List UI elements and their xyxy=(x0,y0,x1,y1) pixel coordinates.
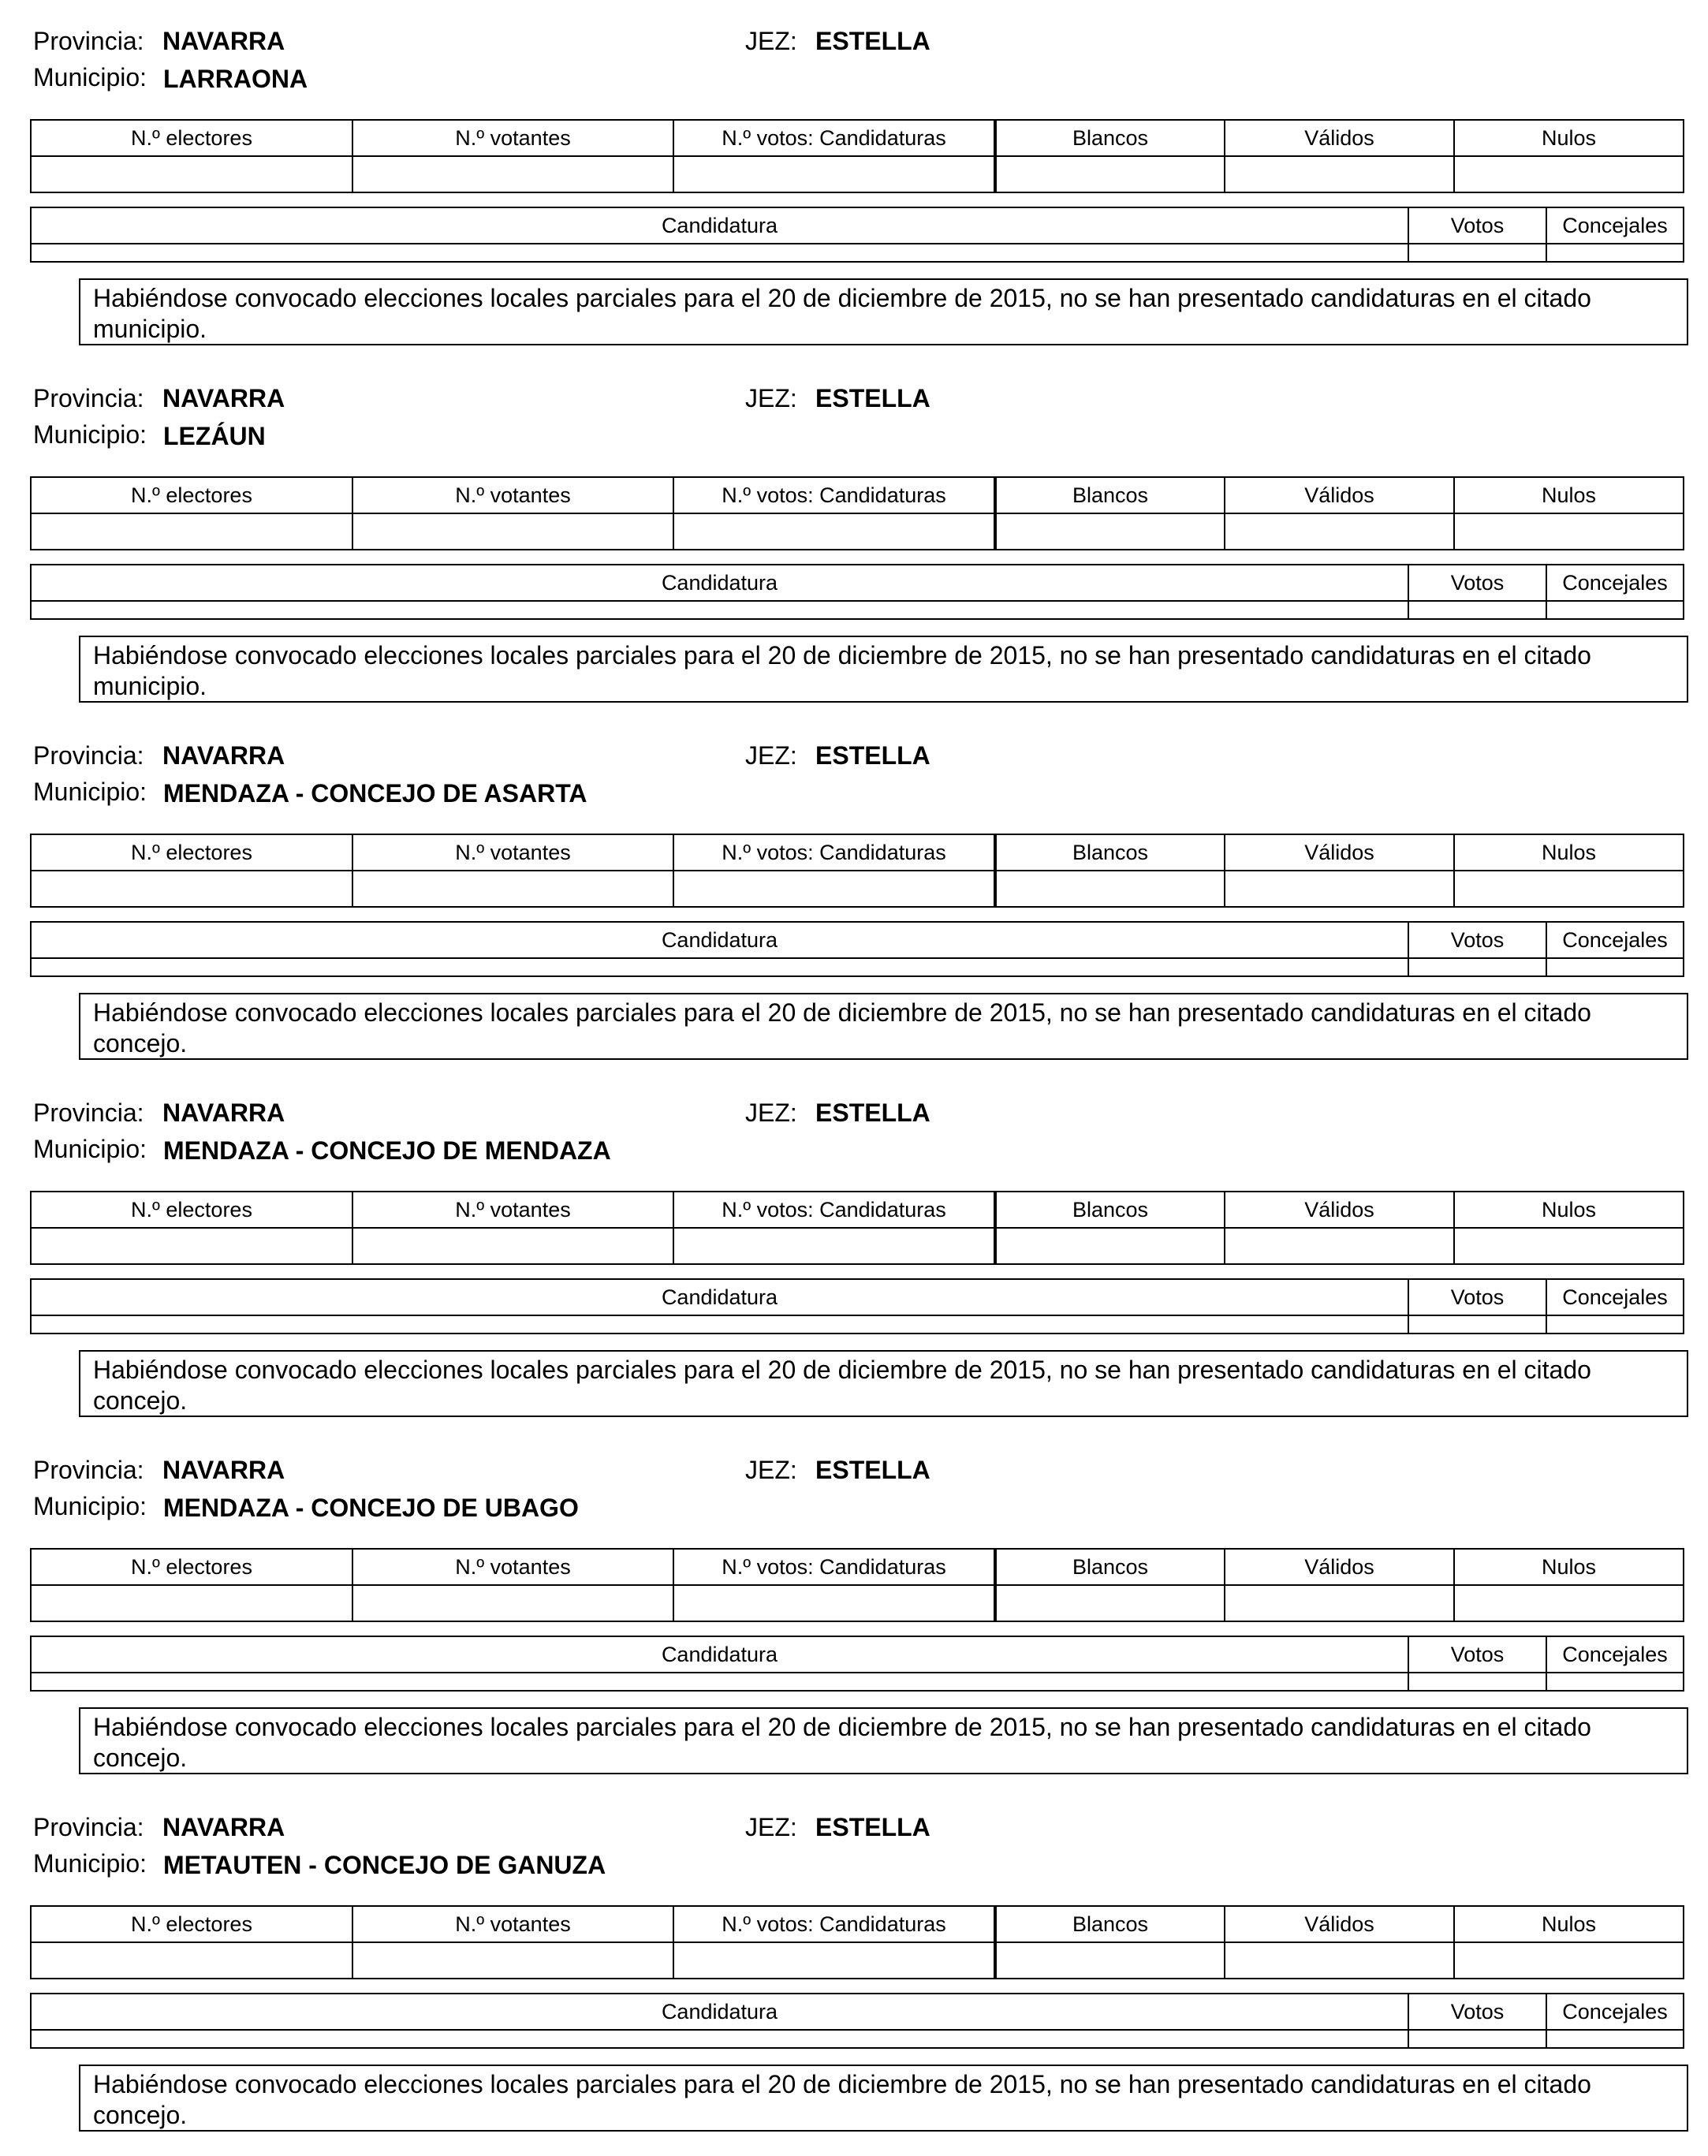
value-electores xyxy=(32,1229,352,1263)
no-candidaturas-note: Habiéndose convocado elecciones locales parciales para el 20 de diciembre de 2015, no se han presentado candidaturas en el citado municipio. xyxy=(79,636,1688,703)
header-votos-candidaturas: N.º votos: Candidaturas xyxy=(722,483,946,507)
header-electores: N.º electores xyxy=(131,1198,252,1222)
header-candidatura: Candidatura xyxy=(661,2000,778,2024)
header-validos: Válidos xyxy=(1304,841,1374,864)
header-nulos: Nulos xyxy=(1541,841,1597,864)
value-votos-candidaturas xyxy=(674,1943,994,1978)
header-electores: N.º electores xyxy=(131,126,252,150)
header-blancos: Blancos xyxy=(1072,483,1149,507)
candidatura-table xyxy=(30,564,1684,620)
municipio-label: Municipio: xyxy=(33,420,147,449)
header-validos: Válidos xyxy=(1304,1912,1374,1936)
provincia-value: NAVARRA xyxy=(162,1456,285,1484)
municipio-label: Municipio: xyxy=(33,778,147,806)
header-concejales: Concejales xyxy=(1562,928,1668,952)
municipality-section-6 xyxy=(0,1799,1708,2156)
header-electores: N.º electores xyxy=(131,841,252,864)
header-nulos: Nulos xyxy=(1541,483,1597,507)
header-votos-candidaturas: N.º votos: Candidaturas xyxy=(722,1912,946,1936)
value-electores xyxy=(32,1943,352,1978)
header-candidatura: Candidatura xyxy=(661,928,778,952)
header-votos: Votos xyxy=(1450,214,1505,237)
municipality-section-1 xyxy=(0,13,1708,370)
value-nulos xyxy=(1455,1586,1683,1621)
header-nulos: Nulos xyxy=(1541,1912,1597,1936)
header-blancos: Blancos xyxy=(1072,1912,1149,1936)
provincia-value: NAVARRA xyxy=(162,1813,285,1841)
jez-value: ESTELLA xyxy=(815,27,930,55)
jez-value: ESTELLA xyxy=(815,1456,930,1484)
candidatura-table xyxy=(30,207,1684,263)
jez-value: ESTELLA xyxy=(815,1099,930,1127)
jez-value: ESTELLA xyxy=(815,741,930,770)
candidatura-table xyxy=(30,1636,1684,1692)
municipio-value: LEZÁUN xyxy=(163,422,266,450)
header-blancos: Blancos xyxy=(1072,1555,1149,1579)
header-electores: N.º electores xyxy=(131,1555,252,1579)
provincia-value: NAVARRA xyxy=(162,384,285,412)
header-blancos: Blancos xyxy=(1072,841,1149,864)
municipio-value: MENDAZA - CONCEJO DE ASARTA xyxy=(163,779,587,808)
no-candidaturas-note: Habiéndose convocado elecciones locales parciales para el 20 de diciembre de 2015, no se han presentado candidaturas en el citado concejo. xyxy=(79,1350,1688,1417)
municipio-value: MENDAZA - CONCEJO DE UBAGO xyxy=(163,1494,579,1522)
header-nulos: Nulos xyxy=(1541,1198,1597,1222)
provincia-label: Provincia: xyxy=(33,1099,144,1127)
value-validos xyxy=(1225,157,1453,192)
no-candidaturas-note: Habiéndose convocado elecciones locales parciales para el 20 de diciembre de 2015, no se han presentado candidaturas en el citado municipio. xyxy=(79,278,1688,345)
jez-value: ESTELLA xyxy=(815,1813,930,1841)
value-votantes xyxy=(353,1229,673,1263)
provincia-label: Provincia: xyxy=(33,384,144,412)
header-candidatura: Candidatura xyxy=(661,1285,778,1309)
value-votantes xyxy=(353,157,673,192)
jez-value: ESTELLA xyxy=(815,384,930,412)
value-blancos xyxy=(997,157,1224,192)
municipality-section-3 xyxy=(0,727,1708,1084)
header-votantes: N.º votantes xyxy=(455,1198,571,1222)
header-candidatura: Candidatura xyxy=(661,571,778,595)
municipio-label: Municipio: xyxy=(33,1135,147,1163)
provincia-value: NAVARRA xyxy=(162,1099,285,1127)
header-votantes: N.º votantes xyxy=(455,126,571,150)
value-blancos xyxy=(997,1943,1224,1978)
header-candidatura: Candidatura xyxy=(661,1643,778,1666)
municipio-label: Municipio: xyxy=(33,63,147,91)
header-validos: Válidos xyxy=(1304,126,1374,150)
jez-label: JEZ: xyxy=(745,384,797,412)
header-votantes: N.º votantes xyxy=(455,1912,571,1936)
header-votantes: N.º votantes xyxy=(455,483,571,507)
value-validos xyxy=(1225,871,1453,906)
value-electores xyxy=(32,157,352,192)
header-validos: Válidos xyxy=(1304,1198,1374,1222)
candidatura-table xyxy=(30,1993,1684,2049)
municipio-value: METAUTEN - CONCEJO DE GANUZA xyxy=(163,1851,606,1879)
value-validos xyxy=(1225,1943,1453,1978)
municipality-section-5 xyxy=(0,1442,1708,1799)
value-votos-candidaturas xyxy=(674,1229,994,1263)
value-votantes xyxy=(353,1586,673,1621)
header-concejales: Concejales xyxy=(1562,2000,1668,2024)
jez-label: JEZ: xyxy=(745,1813,797,1841)
provincia-value: NAVARRA xyxy=(162,27,285,55)
value-validos xyxy=(1225,1229,1453,1263)
value-nulos xyxy=(1455,514,1683,549)
value-votos-candidaturas xyxy=(674,871,994,906)
municipio-label: Municipio: xyxy=(33,1492,147,1520)
results-table xyxy=(30,1191,1684,1265)
no-candidaturas-note: Habiéndose convocado elecciones locales parciales para el 20 de diciembre de 2015, no se han presentado candidaturas en el citado concejo. xyxy=(79,2065,1688,2132)
value-votantes xyxy=(353,871,673,906)
header-concejales: Concejales xyxy=(1562,1285,1668,1309)
results-table xyxy=(30,1548,1684,1622)
value-votantes xyxy=(353,1943,673,1978)
candidatura-table xyxy=(30,921,1684,977)
header-blancos: Blancos xyxy=(1072,126,1149,150)
value-nulos xyxy=(1455,1943,1683,1978)
header-votantes: N.º votantes xyxy=(455,841,571,864)
header-votos: Votos xyxy=(1450,1643,1505,1666)
value-validos xyxy=(1225,514,1453,549)
results-table xyxy=(30,476,1684,550)
provincia-label: Provincia: xyxy=(33,1456,144,1484)
header-votos: Votos xyxy=(1450,571,1505,595)
candidatura-table xyxy=(30,1278,1684,1334)
header-validos: Válidos xyxy=(1304,1555,1374,1579)
header-electores: N.º electores xyxy=(131,483,252,507)
jez-label: JEZ: xyxy=(745,1099,797,1127)
header-concejales: Concejales xyxy=(1562,214,1668,237)
header-candidatura: Candidatura xyxy=(661,214,778,237)
header-nulos: Nulos xyxy=(1541,1555,1597,1579)
jez-label: JEZ: xyxy=(745,27,797,55)
header-validos: Válidos xyxy=(1304,483,1374,507)
municipio-value: LARRAONA xyxy=(163,65,308,93)
header-votos: Votos xyxy=(1450,928,1505,952)
no-candidaturas-note: Habiéndose convocado elecciones locales parciales para el 20 de diciembre de 2015, no se han presentado candidaturas en el citado concejo. xyxy=(79,993,1688,1060)
header-votantes: N.º votantes xyxy=(455,1555,571,1579)
value-electores xyxy=(32,871,352,906)
header-concejales: Concejales xyxy=(1562,571,1668,595)
value-electores xyxy=(32,1586,352,1621)
header-votos-candidaturas: N.º votos: Candidaturas xyxy=(722,841,946,864)
provincia-label: Provincia: xyxy=(33,741,144,770)
jez-label: JEZ: xyxy=(745,1456,797,1484)
value-blancos xyxy=(997,1229,1224,1263)
results-table xyxy=(30,834,1684,908)
value-votantes xyxy=(353,514,673,549)
header-votos-candidaturas: N.º votos: Candidaturas xyxy=(722,1555,946,1579)
provincia-value: NAVARRA xyxy=(162,741,285,770)
header-votos: Votos xyxy=(1450,2000,1505,2024)
provincia-label: Provincia: xyxy=(33,1813,144,1841)
value-votos-candidaturas xyxy=(674,157,994,192)
header-concejales: Concejales xyxy=(1562,1643,1668,1666)
municipio-value: MENDAZA - CONCEJO DE MENDAZA xyxy=(163,1136,611,1165)
results-table xyxy=(30,1905,1684,1979)
municipality-section-2 xyxy=(0,370,1708,727)
value-blancos xyxy=(997,871,1224,906)
header-blancos: Blancos xyxy=(1072,1198,1149,1222)
jez-label: JEZ: xyxy=(745,741,797,770)
results-table xyxy=(30,119,1684,193)
value-validos xyxy=(1225,1586,1453,1621)
value-votos-candidaturas xyxy=(674,1586,994,1621)
no-candidaturas-note: Habiéndose convocado elecciones locales parciales para el 20 de diciembre de 2015, no se han presentado candidaturas en el citado concejo. xyxy=(79,1707,1688,1774)
header-votos-candidaturas: N.º votos: Candidaturas xyxy=(722,1198,946,1222)
value-nulos xyxy=(1455,871,1683,906)
value-blancos xyxy=(997,514,1224,549)
municipio-label: Municipio: xyxy=(33,1849,147,1878)
header-electores: N.º electores xyxy=(131,1912,252,1936)
value-nulos xyxy=(1455,1229,1683,1263)
value-nulos xyxy=(1455,157,1683,192)
header-votos-candidaturas: N.º votos: Candidaturas xyxy=(722,126,946,150)
municipality-section-4 xyxy=(0,1084,1708,1442)
value-blancos xyxy=(997,1586,1224,1621)
value-votos-candidaturas xyxy=(674,514,994,549)
header-votos: Votos xyxy=(1450,1285,1505,1309)
provincia-label: Provincia: xyxy=(33,27,144,55)
header-nulos: Nulos xyxy=(1541,126,1597,150)
value-electores xyxy=(32,514,352,549)
